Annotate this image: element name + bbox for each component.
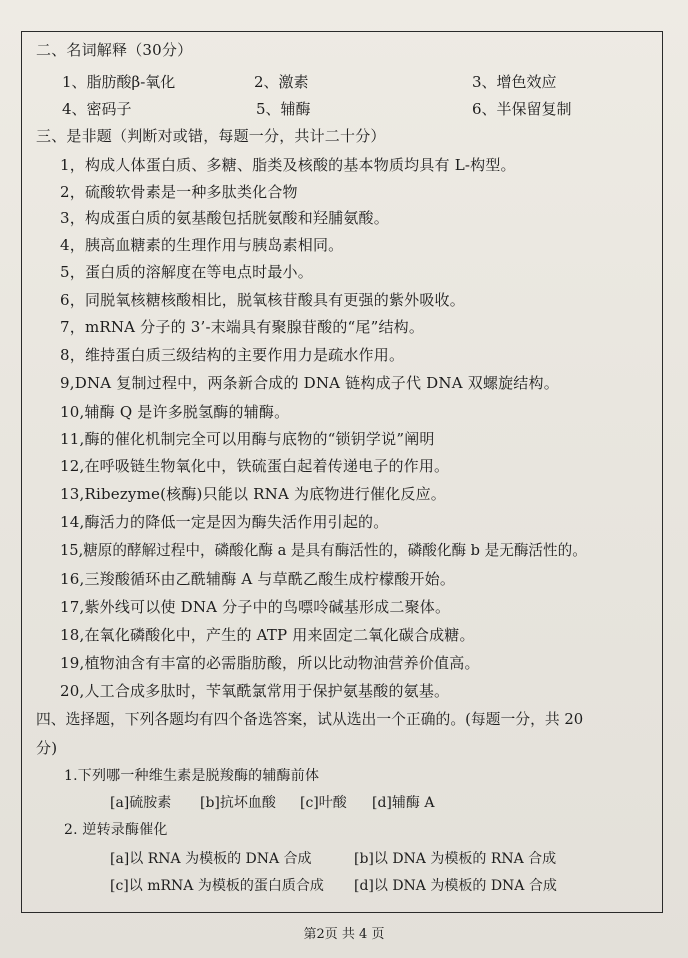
- term-2: 2、激素: [254, 73, 309, 91]
- term-3: 3、增色效应: [472, 73, 557, 91]
- judge-item-12: 12,在呼吸链生物氧化中，铁硫蛋白起着传递电子的作用。: [60, 457, 450, 475]
- question-1-option-c: [c]叶酸: [300, 795, 347, 811]
- judge-item-16: 16,三羧酸循环由乙酰辅酶 A 与草酰乙酸生成柠檬酸开始。: [60, 570, 456, 588]
- question-1-option-a: [a]硫胺素: [110, 795, 172, 811]
- judge-item-15: 15,糖原的酵解过程中，磷酸化酶 a 是具有酶活性的，磷酸化酶 b 是无酶活性的。: [60, 542, 587, 559]
- judge-item-1: 1，构成人体蛋白质、多糖、脂类及核酸的基本物质均具有 L-构型。: [60, 156, 516, 174]
- judge-item-11: 11,酶的催化机制完全可以用酶与底物的“锁钥学说”阐明: [60, 430, 435, 448]
- section-4-title-continued: 分): [36, 739, 58, 757]
- term-4: 4、密码子: [62, 100, 132, 118]
- judge-item-10: 10,辅酶 Q 是许多脱氢酶的辅酶。: [60, 403, 290, 421]
- question-2-option-a: [a]以 RNA 为模板的 DNA 合成: [110, 851, 312, 867]
- judge-item-7: 7，mRNA 分子的 3’-末端具有聚腺苷酸的“尾”结构。: [60, 318, 425, 336]
- judge-item-9: 9,DNA 复制过程中，两条新合成的 DNA 链构成子代 DNA 双螺旋结构。: [60, 374, 559, 392]
- judge-item-6: 6，同脱氧核糖核酸相比，脱氧核苷酸具有更强的紫外吸收。: [60, 291, 465, 309]
- judge-item-5: 5，蛋白质的溶解度在等电点时最小。: [60, 263, 313, 281]
- judge-item-13: 13,Ribezyme(核酶)只能以 RNA 为底物进行催化反应。: [60, 485, 446, 503]
- term-5: 5、辅酶: [256, 100, 311, 118]
- question-1-option-b: [b]抗坏血酸: [200, 795, 276, 811]
- judge-item-8: 8，维持蛋白质三级结构的主要作用力是疏水作用。: [60, 346, 405, 364]
- section-3-title: 三、是非题（判断对或错，每题一分，共计二十分）: [36, 127, 386, 145]
- section-4-title: 四、选择题，下列各题均有四个备选答案，试从选出一个正确的。(每题一分，共 20: [36, 711, 584, 728]
- question-2-stem: 2. 逆转录酶催化: [64, 822, 168, 838]
- section-2-title: 二、名词解释（30分）: [36, 41, 193, 59]
- judge-item-4: 4，胰高血糖素的生理作用与胰岛素相同。: [60, 236, 344, 254]
- judge-item-14: 14,酶活力的降低一定是因为酶失活作用引起的。: [60, 513, 389, 531]
- judge-item-17: 17,紫外线可以使 DNA 分子中的鸟嘌呤碱基形成二聚体。: [60, 598, 451, 616]
- term-1: 1、脂肪酸β-氧化: [62, 73, 176, 91]
- judge-item-20: 20,人工合成多肽时，苄氧酰氯常用于保护氨基酸的氨基。: [60, 682, 450, 700]
- judge-item-3: 3，构成蛋白质的氨基酸包括胱氨酸和羟脯氨酸。: [60, 209, 389, 227]
- judge-item-19: 19,植物油含有丰富的必需脂肪酸，所以比动物油营养价值高。: [60, 654, 480, 672]
- question-1-option-d: [d]辅酶 A: [372, 795, 435, 811]
- question-2-option-d: [d]以 DNA 为模板的 DNA 合成: [354, 878, 557, 894]
- judge-item-2: 2，硫酸软骨素是一种多肽类化合物: [60, 183, 298, 201]
- question-1-stem: 1.下列哪一种维生素是脱羧酶的辅酶前体: [64, 768, 320, 784]
- question-2-option-b: [b]以 DNA 为模板的 RNA 合成: [354, 851, 557, 867]
- term-6: 6、半保留复制: [472, 100, 572, 118]
- judge-item-18: 18,在氧化磷酸化中，产生的 ATP 用来固定二氧化碳合成糖。: [60, 626, 475, 644]
- question-2-option-c: [c]以 mRNA 为模板的蛋白质合成: [110, 878, 324, 894]
- page-number: 第2页 共 4 页: [303, 927, 385, 942]
